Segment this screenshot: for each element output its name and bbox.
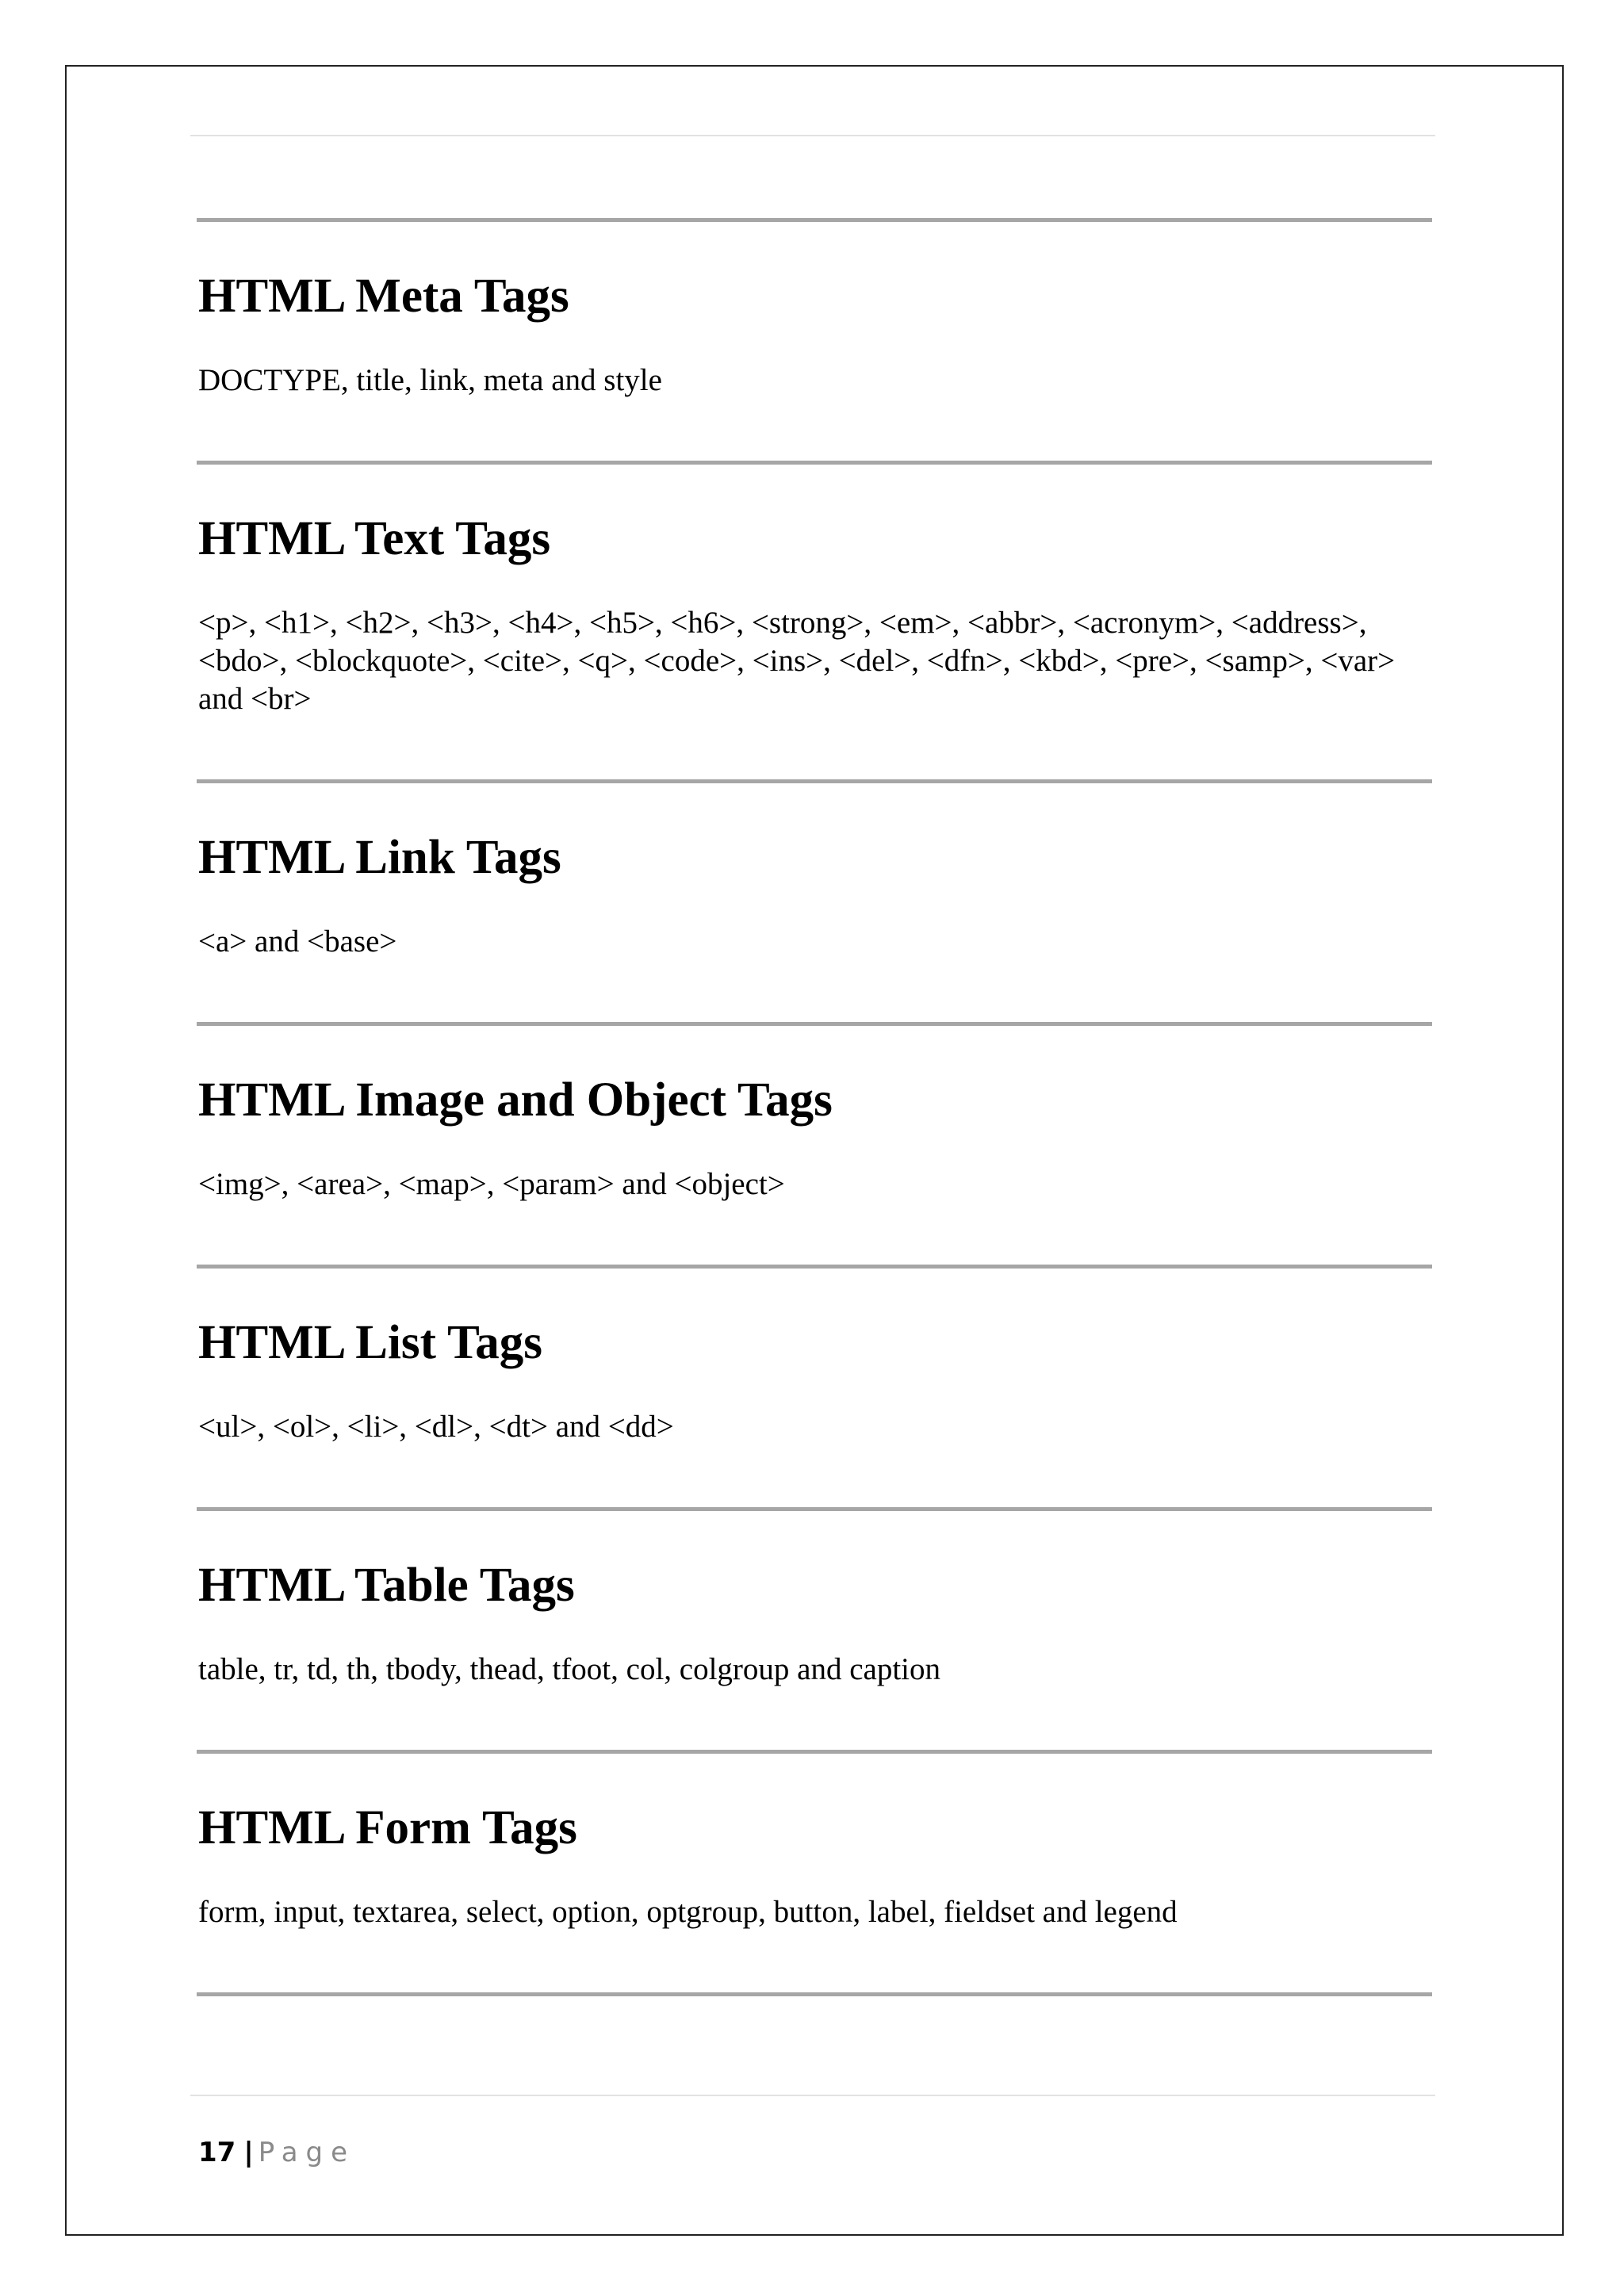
section-body-form-tags: form, input, textarea, select, option, optgroup, button, label, fieldset and legend: [198, 1895, 1178, 1929]
section-divider: [197, 218, 1432, 222]
section-title-text-tags: HTML Text Tags: [198, 512, 551, 565]
section-title-image-object-tags: HTML Image and Object Tags: [198, 1073, 833, 1127]
page-label: Page: [258, 2137, 356, 2168]
section-divider: [197, 1992, 1432, 1996]
section-body-meta-tags: DOCTYPE, title, link, meta and style: [198, 363, 662, 397]
footer-rule: [190, 2095, 1435, 2096]
page-separator: |: [243, 2137, 254, 2168]
section-title-table-tags: HTML Table Tags: [198, 1559, 575, 1612]
page-footer: [198, 2139, 355, 2166]
section-title-form-tags: HTML Form Tags: [198, 1801, 577, 1854]
section-body-image-object-tags: <img>, <area>, <map>, <param> and <object>: [198, 1167, 785, 1201]
header-rule: [190, 135, 1435, 136]
section-body-table-tags: table, tr, td, th, tbody, thead, tfoot, col, colgroup and caption: [198, 1652, 941, 1686]
section-divider: [197, 1507, 1432, 1511]
section-title-link-tags: HTML Link Tags: [198, 831, 561, 884]
section-title-meta-tags: HTML Meta Tags: [198, 270, 569, 323]
section-divider: [197, 779, 1432, 783]
section-title-list-tags: HTML List Tags: [198, 1316, 542, 1369]
section-body-link-tags: <a> and <base>: [198, 924, 397, 959]
section-body-text-tags: <p>, <h1>, <h2>, <h3>, <h4>, <h5>, <h6>, <strong>, <em>, <abbr>, <acronym>, <address>, <bdo>, <blockquote>, <cite>, <q>, <code>, <ins>, <del>, <dfn>, <kbd>, <pre>, <samp>, <var> and <br>: [198, 606, 1396, 716]
page-number: 17: [198, 2137, 236, 2168]
section-divider: [197, 461, 1432, 465]
section-divider: [197, 1750, 1432, 1754]
section-divider: [197, 1265, 1432, 1269]
section-body-list-tags: <ul>, <ol>, <li>, <dl>, <dt> and <dd>: [198, 1410, 674, 1444]
section-divider: [197, 1022, 1432, 1026]
